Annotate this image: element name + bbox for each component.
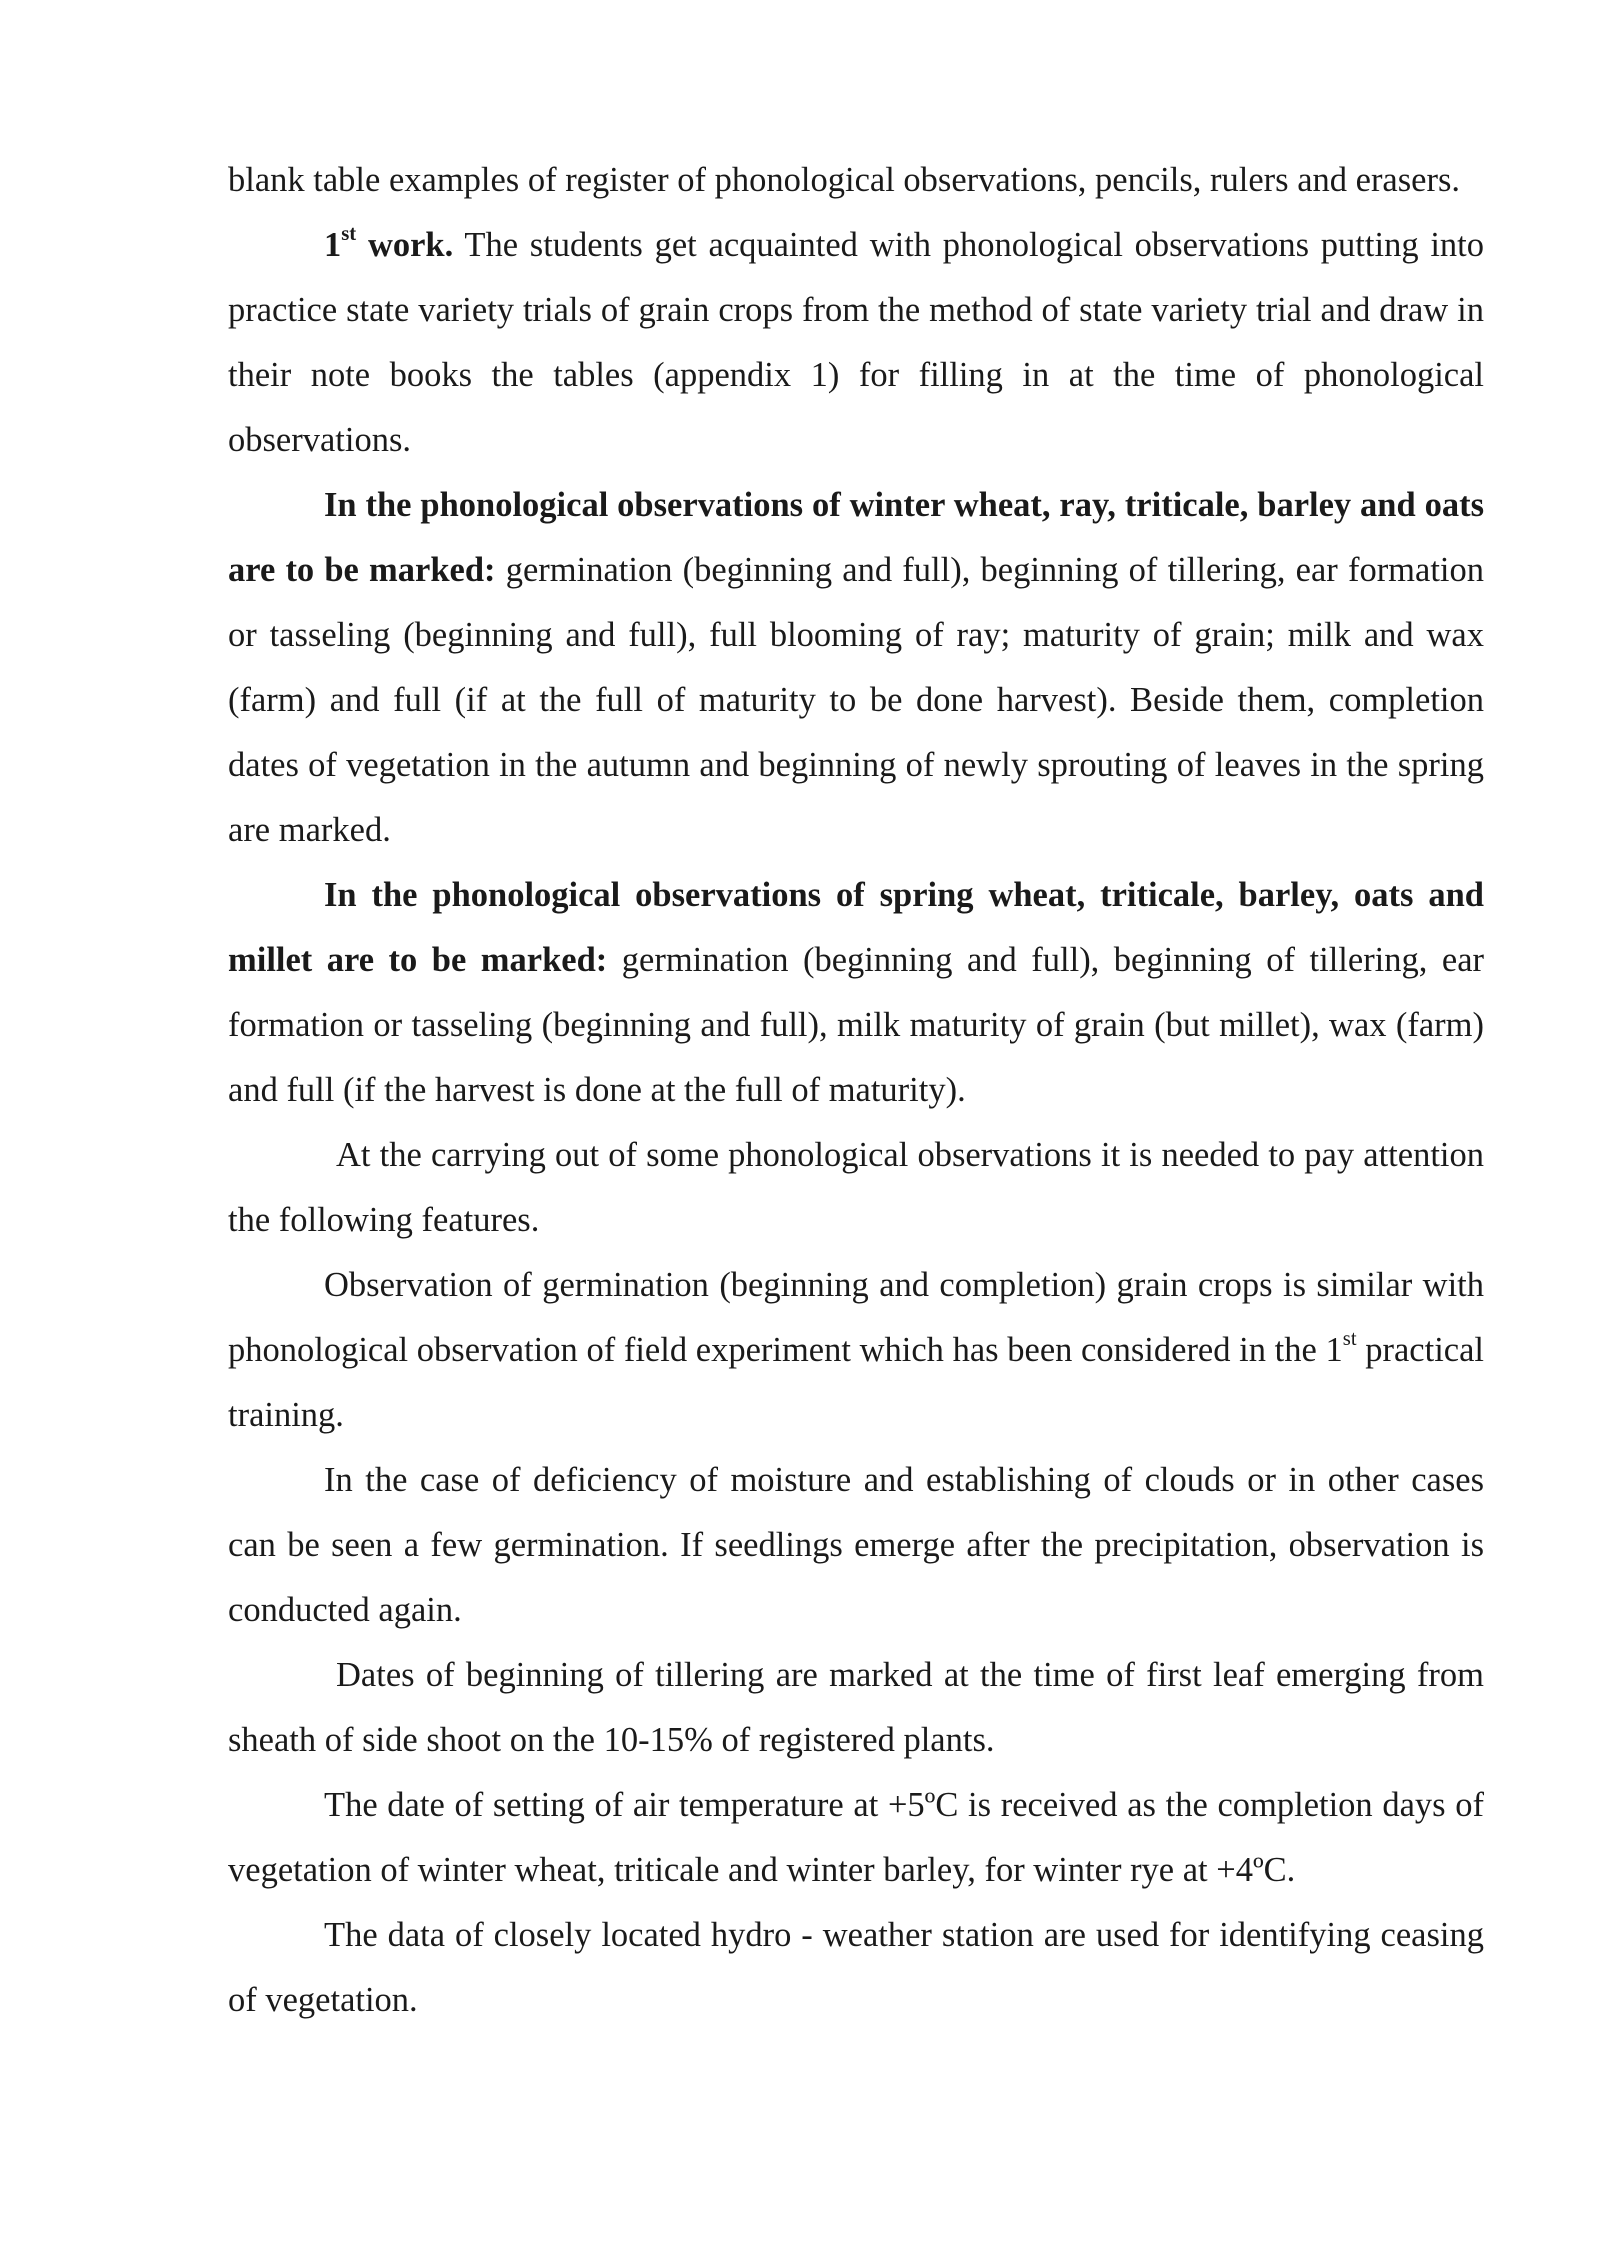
- paragraph-moisture: [228, 1448, 1484, 1643]
- paragraph-text: The students get acquainted with phonological observations putting into practice state variety trials of grain crops from the method of state variety trial and draw in their note books the tables (appendix 1) for filling in at the time of phonological observations.: [228, 226, 1484, 459]
- paragraph-winter-crops: [228, 473, 1484, 863]
- paragraph-text: germination (beginning and full), beginning of tillering, ear formation or tasseling (beginning and full), full blooming of ray; maturity of grain; milk and wax (farm) and full (if at the full of maturity to be done harvest). Beside them, completion dates of vegetation in the autumn and beginning of newly sprouting of leaves in the spring are marked.: [228, 551, 1485, 849]
- paragraph-text: blank table examples of register of phonological observations, pencils, rulers and erasers.: [228, 161, 1461, 199]
- bold-lead: In the phonological observations of winter wheat, ray, triticale, barley and oats are to be marked:: [228, 486, 1484, 589]
- work-label: work.: [356, 226, 454, 264]
- paragraph-weather-station: [228, 1903, 1484, 2033]
- paragraph-text: In the case of deficiency of moisture and establishing of clouds or in other cases can be seen a few germination. If seedlings emerge after the precipitation, observation is conducted again.: [228, 1461, 1484, 1629]
- paragraph-features: [228, 1123, 1484, 1253]
- paragraph-text: The date of setting of air temperature at +5ºC is received as the completion days of vegetation of winter wheat, triticale and winter barley, for winter rye at +4ºC.: [228, 1786, 1484, 1889]
- paragraph-text: Dates of beginning of tillering are marked at the time of first leaf emerging from sheath of side shoot on the 10-15% of registered plants.: [228, 1656, 1484, 1759]
- ordinal-suffix: st: [341, 223, 357, 246]
- paragraph-text: At the carrying out of some phonological observations it is needed to pay attention the following features.: [228, 1136, 1484, 1239]
- paragraph-temperature: [228, 1773, 1484, 1903]
- ordinal-suffix: st: [1342, 1328, 1357, 1351]
- paragraph-first-work: [228, 213, 1484, 473]
- paragraph-materials: [228, 148, 1484, 213]
- work-heading: [324, 223, 454, 264]
- bold-lead: In the phonological observations of spring wheat, triticale, barley, oats and millet are to be marked:: [228, 876, 1484, 979]
- paragraph-text: The data of closely located hydro - weather station are used for identifying ceasing of vegetation.: [228, 1916, 1484, 2019]
- training-number: 1: [1325, 1331, 1343, 1369]
- paragraph-germination: [228, 1253, 1484, 1448]
- paragraph-text-tail: practical training.: [228, 1331, 1484, 1434]
- paragraph-text: germination (beginning and full), beginning of tillering, ear formation or tasseling (beginning and full), milk maturity of grain (but millet), wax (farm) and full (if the harvest is done at the full of maturity).: [228, 941, 1485, 1109]
- paragraph-tillering: [228, 1643, 1484, 1773]
- work-number: 1: [324, 226, 342, 264]
- paragraph-text: Observation of germination (beginning and completion) grain crops is similar with phonological observation of field experiment which has been considered in the: [228, 1266, 1484, 1369]
- paragraph-spring-crops: [228, 863, 1484, 1123]
- document-page: [228, 148, 1484, 2033]
